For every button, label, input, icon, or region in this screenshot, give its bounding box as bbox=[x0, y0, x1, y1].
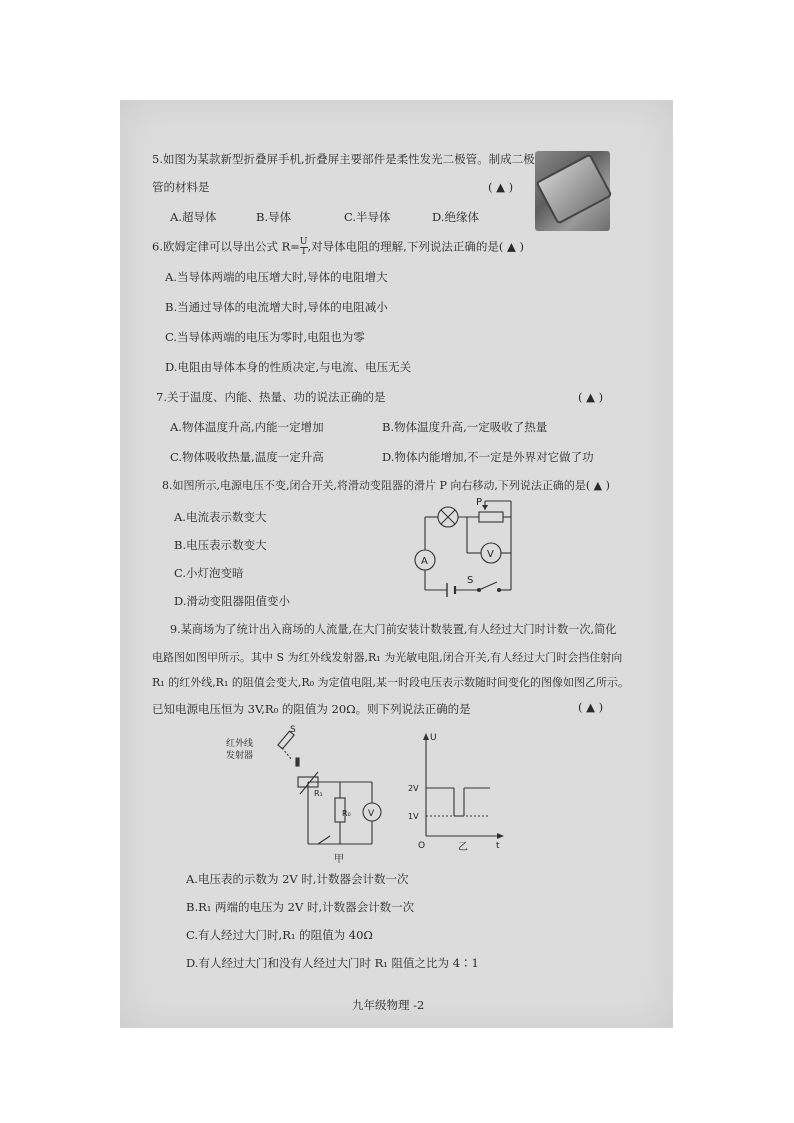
q9-option-b: B.R₁ 两端的电压为 2V 时,计数器会计数一次 bbox=[186, 900, 415, 914]
q6-option-a: A.当导体两端的电压增大时,导体的电阻增大 bbox=[165, 270, 388, 284]
voltmeter-label: V bbox=[487, 549, 494, 560]
q8-stem: 8.如图所示,电源电压不变,闭合开关,将滑动变阻器的滑片 P 向右移动,下列说法正确的是( ▲ ) bbox=[162, 479, 610, 492]
q5-stem-line2: 管的材料是 bbox=[152, 180, 210, 194]
yi-tick-1v: 1V bbox=[408, 812, 419, 821]
q7-option-b: B.物体温度升高,一定吸收了热量 bbox=[382, 420, 548, 434]
emitter-label-line1: 红外线 bbox=[226, 739, 254, 749]
emitter-label-line2: 发射器 bbox=[226, 751, 254, 761]
q5-option-b: B.导体 bbox=[256, 210, 292, 224]
q8-option-b: B.电压表示数变大 bbox=[174, 538, 267, 552]
q8-option-d: D.滑动变阻器阻值变小 bbox=[174, 594, 290, 608]
voltmeter-label-jia: V bbox=[368, 809, 375, 819]
q9-option-d: D.有人经过大门和没有人经过大门时 R₁ 阻值之比为 4∶1 bbox=[186, 956, 479, 970]
q6-stem-pre: 6.欧姆定律可以导出公式 R= bbox=[152, 239, 300, 254]
emitter-s-label: S bbox=[290, 725, 296, 735]
q9-figure-yi bbox=[400, 728, 505, 853]
slider-label-p: P bbox=[476, 497, 483, 508]
q9-stem-line2: 电路图如图甲所示。其中 S 为红外线发射器,R₁ 为光敏电阻,闭合开关,有人经过大门时会挡住射向 bbox=[152, 651, 623, 664]
yi-axis-u: U bbox=[430, 733, 437, 743]
switch-symbol-jia bbox=[318, 836, 330, 844]
switch-symbol bbox=[479, 582, 497, 590]
q7-option-d: D.物体内能增加,不一定是外界对它做了功 bbox=[382, 450, 594, 464]
q9-stem-line1: 9.某商场为了统计出入商场的人流量,在大门前安装计数装置,有人经过大门时计数一次,简化 bbox=[170, 623, 617, 636]
q5-option-a: A.超导体 bbox=[170, 210, 217, 224]
q7-option-a: A.物体温度升高,内能一定增加 bbox=[170, 420, 324, 434]
q9-answer-mark: ( ▲ ) bbox=[578, 700, 604, 714]
q6-stem bbox=[152, 238, 524, 257]
q7-option-c: C.物体吸收热量,温度一定升高 bbox=[170, 450, 324, 464]
q5-stem-line1: 5.如图为某款新型折叠屏手机,折叠屏主要部件是柔性发光二极管。制成二极 bbox=[152, 152, 535, 166]
q6-option-b: B.当通过导体的电流增大时,导体的电阻减小 bbox=[165, 300, 388, 314]
q8-circuit-diagram bbox=[405, 495, 525, 605]
figure-jia-caption: 甲 bbox=[334, 854, 344, 865]
q8-option-a: A.电流表示数变大 bbox=[174, 510, 267, 524]
ohm-formula-fraction: $\frac{U}{I}$ bbox=[299, 237, 308, 257]
r1-label: R₁ bbox=[314, 789, 323, 798]
q6-stem-post: ,对导体电阻的理解,下列说法正确的是( ▲ ) bbox=[307, 239, 524, 254]
yi-origin: O bbox=[418, 841, 426, 851]
q9-figure-jia bbox=[222, 722, 375, 872]
page-footer: 九年级物理 -2 bbox=[352, 998, 425, 1012]
ammeter-label: A bbox=[421, 556, 428, 567]
yi-axis-t: t bbox=[496, 841, 500, 851]
q6-option-d: D.电阻由导体本身的性质决定,与电流、电压无关 bbox=[165, 360, 412, 374]
q7-stem: 7.关于温度、内能、热量、功的说法正确的是 bbox=[156, 390, 386, 404]
switch-label: S bbox=[467, 575, 474, 586]
yi-tick-2v: 2V bbox=[408, 784, 419, 793]
r0-label: R₀ bbox=[342, 809, 351, 818]
q9-option-a: A.电压表的示数为 2V 时,计数器会计数一次 bbox=[186, 872, 409, 886]
q9-stem-line4: 已知电源电压恒为 3V,R₀ 的阻值为 20Ω。则下列说法正确的是 bbox=[152, 702, 471, 716]
q6-option-c: C.当导体两端的电压为零时,电阻也为零 bbox=[165, 330, 365, 344]
rheostat-symbol bbox=[479, 512, 503, 522]
q5-option-c: C.半导体 bbox=[344, 210, 391, 224]
q5-answer-mark: ( ▲ ) bbox=[488, 180, 514, 194]
q9-stem-line3: R₁ 的红外线,R₁ 的阻值会变大,R₀ 为定值电阻,某一时段电压表示数随时间变化的图像如图乙所示。 bbox=[152, 676, 630, 689]
q7-answer-mark: ( ▲ ) bbox=[578, 390, 604, 404]
q9-option-c: C.有人经过大门时,R₁ 的阻值为 40Ω bbox=[186, 928, 373, 942]
figure-yi-caption: 乙 bbox=[458, 842, 468, 853]
q8-option-c: C.小灯泡变暗 bbox=[174, 566, 244, 580]
foldable-phone-photo bbox=[535, 151, 610, 231]
q5-option-d: D.绝缘体 bbox=[432, 210, 479, 224]
